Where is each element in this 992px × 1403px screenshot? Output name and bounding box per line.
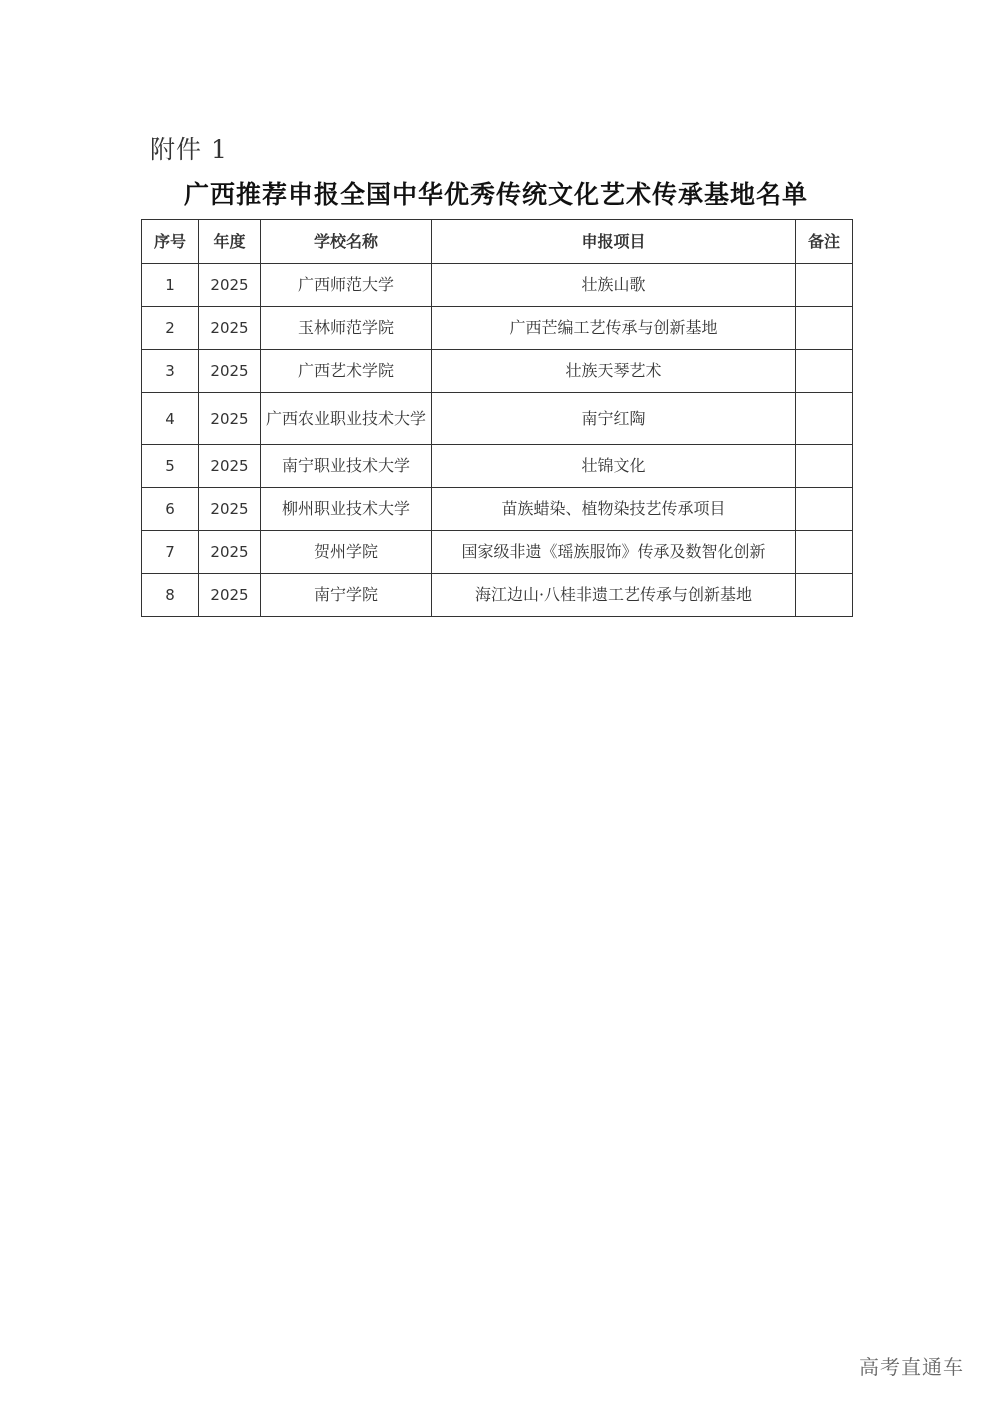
cell-note: [796, 264, 853, 307]
cell-project: 国家级非遗《瑶族服饰》传承及数智化创新: [432, 531, 796, 574]
table-row: [142, 445, 853, 488]
cell-project: 海江边山·八桂非遗工艺传承与创新基地: [432, 574, 796, 617]
cell-year: 2025: [199, 531, 261, 574]
cell-year: 2025: [199, 307, 261, 350]
cell-note: [796, 445, 853, 488]
cell-project: 壮族山歌: [432, 264, 796, 307]
header-school: 学校名称: [261, 220, 432, 264]
cell-school: 广西农业职业技术大学: [261, 393, 432, 445]
cell-no: 7: [142, 531, 199, 574]
cell-no: 6: [142, 488, 199, 531]
header-no: 序号: [142, 220, 199, 264]
header-year: 年度: [199, 220, 261, 264]
cell-note: [796, 393, 853, 445]
cell-year: 2025: [199, 393, 261, 445]
cell-school: 玉林师范学院: [261, 307, 432, 350]
table-row: [142, 350, 853, 393]
recommendation-table: [141, 219, 853, 617]
cell-project: 壮锦文化: [432, 445, 796, 488]
cell-school: 南宁职业技术大学: [261, 445, 432, 488]
cell-no: 8: [142, 574, 199, 617]
cell-no: 4: [142, 393, 199, 445]
header-project: 申报项目: [432, 220, 796, 264]
cell-no: 1: [142, 264, 199, 307]
cell-project: 壮族天琴艺术: [432, 350, 796, 393]
cell-year: 2025: [199, 350, 261, 393]
cell-school: 贺州学院: [261, 531, 432, 574]
cell-year: 2025: [199, 445, 261, 488]
cell-project: 苗族蜡染、植物染技艺传承项目: [432, 488, 796, 531]
table-row: [142, 574, 853, 617]
cell-project: 广西芒编工艺传承与创新基地: [432, 307, 796, 350]
watermark: 高考直通车: [859, 1355, 964, 1379]
attachment-label: 附件 1: [150, 135, 228, 164]
cell-no: 2: [142, 307, 199, 350]
table-row: [142, 264, 853, 307]
cell-note: [796, 307, 853, 350]
cell-project: 南宁红陶: [432, 393, 796, 445]
cell-school: 南宁学院: [261, 574, 432, 617]
cell-school: 广西师范大学: [261, 264, 432, 307]
cell-no: 5: [142, 445, 199, 488]
cell-note: [796, 350, 853, 393]
table-row: [142, 488, 853, 531]
document-title: 广西推荐申报全国中华优秀传统文化艺术传承基地名单: [183, 180, 808, 209]
cell-school: 柳州职业技术大学: [261, 488, 432, 531]
cell-no: 3: [142, 350, 199, 393]
cell-note: [796, 574, 853, 617]
table-header-row: [142, 220, 853, 264]
cell-note: [796, 488, 853, 531]
table-row: [142, 307, 853, 350]
cell-year: 2025: [199, 488, 261, 531]
cell-note: [796, 531, 853, 574]
table-row: [142, 393, 853, 445]
table-row: [142, 531, 853, 574]
cell-year: 2025: [199, 264, 261, 307]
cell-year: 2025: [199, 574, 261, 617]
cell-school: 广西艺术学院: [261, 350, 432, 393]
header-note: 备注: [796, 220, 853, 264]
